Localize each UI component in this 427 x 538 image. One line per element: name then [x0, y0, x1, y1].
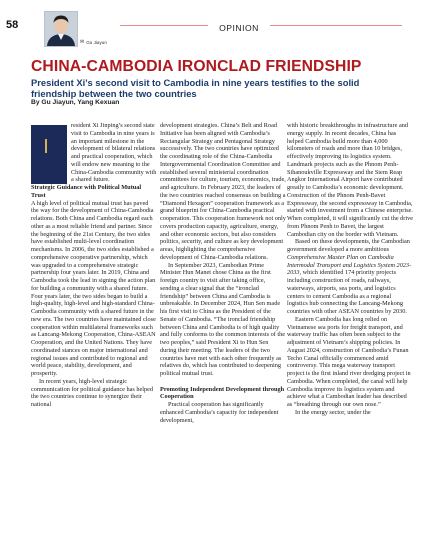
article-paragraph: Eastern Cambodia has long relied on Vietnamese sea ports for freight transport, and waterway traffic has often been subject to the adjustment of Vietnam’s shipping policies. In August 2024, construction of Cambodia’s Funan Techo Canal officially commenced amid controversy. This mega waterway transport project is the first inland river dredging project in Cambodia. When completed, the canal will help Cambodia improve its logistics system and achieve what a Cambodian leader has described as “breathing through our own nose.” — [287, 315, 411, 408]
section-heading-political-trust: Strategic Guidance with Political Mutual Trust — [31, 184, 142, 199]
byline: By Gu Jiayun, Yang Kexuan — [31, 99, 120, 106]
author-portrait-icon — [45, 12, 77, 46]
plan-title: Comprehensive Master Plan on Cambodia Intermodal Transport and Logistics System 2023-2033 — [287, 253, 412, 277]
article-paragraph — [287, 238, 413, 316]
article-paragraph: Practical cooperation has significantly enhanced Cambodia’s capacity for independent development, — [160, 401, 279, 424]
section-label: OPINION — [208, 23, 270, 34]
drop-cap — [31, 125, 67, 184]
author-photo — [44, 11, 78, 47]
article-intro: resident Xi Jinping’s second state visit to Cambodia in nine years is an important milestone in the development of bilateral relations and practical cooperation, which will endow new meaning to the China-Cambodia community with a shared future. — [71, 122, 157, 184]
article-column-1 — [31, 122, 157, 536]
page-number: 58 — [6, 19, 19, 31]
article-paragraph: In recent years, high-level strategic communication for political guidance has helped the two countries continue to synergize their national — [31, 377, 154, 408]
section-heading-independent-development: Promoting Independent Development through Cooperation — [160, 385, 285, 401]
subhead: President Xi’s second visit to Cambodia in nine years testifies to the solid friendship between the two countries — [31, 77, 360, 99]
article-paragraph: In September 2023, Cambodian Prime Minister Hun Manet chose China as the first foreign country to visit after taking office, sending a clear signal that the “ironclad friendship” between China and Cambodia is unbreakable. In December 2024, Hun Sen made his first visit to China as the President of the Senate of Cambodia. “The ironclad friendship between China and Cambodia is of high quality and fully conforms to the common interests of the two peoples,” said President Xi to Hun Sen during their meeting. The leaders of the two countries have met with each other frequently as relatives do, which has contributed to deepening political mutual trust. — [160, 261, 285, 377]
article-column-2 — [160, 122, 286, 536]
author-caption-name: Gu Jiayun — [86, 40, 107, 45]
paragraph-text: Based on these developments, the Cambodian government developed a more ambitious — [287, 238, 410, 253]
article-paragraph: In the energy sector, under the — [295, 408, 371, 416]
paragraph-spacer — [160, 378, 286, 386]
headline: CHINA-CAMBODIA IRONCLAD FRIENDSHIP — [31, 58, 362, 75]
email-icon: ✉ — [80, 39, 85, 45]
paragraph-text: , which identified 174 priority projects including construction of roads, railways, waterways, airports, sea ports, and logistics centers to cement Cambodia as a regional logistics hub connecting the Lancang-Mekong countries with other ASEAN countries by 2030. — [287, 269, 407, 315]
drop-cap-letter — [45, 139, 54, 153]
author-caption — [80, 40, 107, 45]
article-paragraph: development strategies. China’s Belt and Road Initiative has been aligned with Cambodia’s Rectangular Strategy and Pentagonal Strategy successively. The two countries have optimized the coordinating role of the China-Cambodia Intergovernmental Coordination Committee and established several ministerial coordination committees for culture, tourism, economics, trade, and agriculture. In February 2023, the leaders of the two countries reached consensus on building a “Diamond Hexagon” cooperation framework as a grand blueprint for China-Cambodia practical cooperation. This cooperation framework not only covers production capacity, agriculture, energy, and other economic sectors, but also considers politics, security, and culture as key development areas, highlighting the comprehensive development of China-Cambodia relations. — [160, 122, 286, 261]
article-column-3 — [287, 122, 413, 536]
article-paragraph: A high level of political mutual trust has paved the way for the development of China-Cambodia relations. Both China and Cambodia regard each other as a most reliable friend and partner. Since the beginning of the 21st Century, the two sides have established multi-level coordination mechanisms. In 2006, the two sides established a comprehensive cooperative partnership, which was upgraded to a comprehensive strategic partnership four years later. In 2019, China and Cambodia took the lead in signing the action plan for building a community with a shared future. Four years later, the two sides began to build a high-quality, high-level and high-standard China-Cambodia community with a shared future in the new era. The two countries have maintained close cooperation within multilateral frameworks such as Lancang-Mekong Cooperation, China-ASEAN Cooperation, and the United Nations. They have coordinated stances on major international and regional issues and contributed to regional and world peace, stability, development, and prosperity. — [31, 199, 156, 377]
article-paragraph: with historic breakthroughs in infrastructure and energy supply. In recent decades, China has helped Cambodia build more than 4,000 kilometers of roads and more than 10 bridges, effectively improving its logistics system. Landmark projects such as the Phnom Penh-Sihanoukville Expressway and the Siem Reap Angkor International Airport have contributed greatly to Cambodia’s economic development. Construction of the Phnom Penh-Bavet Expressway, the second expressway in Cambodia, started with investment from a Chinese enterprise. When completed, it will significantly cut the drive from Phnom Penh to Bavet, the largest Cambodian city on the border with Vietnam. — [287, 122, 413, 238]
